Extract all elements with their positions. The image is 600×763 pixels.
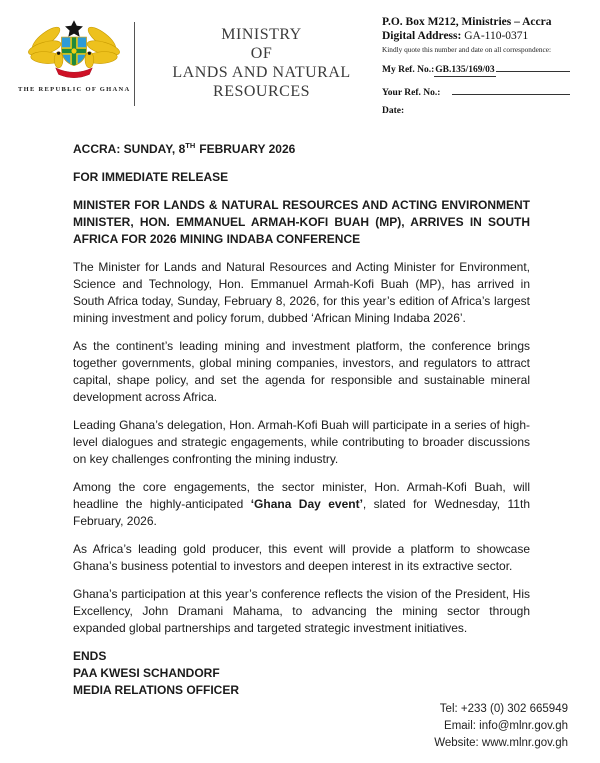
paragraph-4-text: Among the core engagements, the sector minister, Hon. Armah-Kofi Buah, will headline the highly-anticipated (73, 480, 530, 511)
digital-address-value: GA-110-0371 (461, 30, 529, 42)
dateline-suffix: FEBRUARY 2026 (199, 142, 296, 156)
press-release-body (0, 116, 600, 699)
my-ref-label: My Ref. No.: (382, 65, 435, 75)
crest-block (18, 14, 130, 116)
ghana-coat-of-arms-icon (25, 18, 123, 84)
paragraph-3: Leading Ghana’s delegation, Hon. Armah-Kofi Buah will participate in a series of high-level dialogues and strategic engagements, while contributing to broader discussions on key challenges confronting the mining industry. (73, 418, 530, 466)
signature-block (73, 648, 530, 699)
date-row (382, 106, 570, 116)
ministry-title-line: LANDS AND NATURAL (172, 64, 351, 81)
my-ref-row (382, 62, 570, 77)
dateline-ordinal: TH (185, 141, 196, 150)
author-title: MEDIA RELATIONS OFFICER (73, 683, 239, 697)
paragraph-6: Ghana’s participation at this year’s conference reflects the vision of the President, His Excellency, John Dramani Mahama, to advancing the mining sector through expanded global partnerships and targeted strategic investment initiatives. (73, 587, 530, 635)
your-ref-row (382, 85, 570, 98)
ministry-title-line: MINISTRY (221, 26, 302, 43)
my-ref-value: GB.135/169/03 (435, 65, 495, 75)
ghana-day-event-highlight: ‘Ghana Day event’ (250, 497, 363, 511)
letterhead (0, 0, 600, 116)
crest-caption: THE REPUBLIC OF GHANA (18, 86, 131, 93)
ministry-title (141, 14, 382, 116)
contact-email: Email: info@mlnr.gov.gh (444, 720, 568, 732)
paragraph-4-text-after: , slated for Wednesday, 11th February, 2026. (73, 497, 530, 528)
po-box-line: P.O. Box M212, Ministries – Accra (382, 16, 552, 28)
paragraph-2: As the continent’s leading mining and investment platform, the conference brings together governments, global mining companies, investors, and regulators to attract capital, shape policy, and set the agenda for responsible and sustainable mineral development across Africa. (73, 339, 530, 404)
paragraph-4 (73, 479, 530, 530)
ministry-title-line: OF (250, 45, 273, 62)
date-label: Date: (382, 106, 405, 116)
your-ref-line (452, 85, 570, 95)
author-name: PAA KWESI SCHANDORF (73, 666, 220, 680)
contact-tel: Tel: +233 (0) 302 665949 (439, 703, 568, 715)
contact-website: Website: www.mlnr.gov.gh (434, 737, 568, 749)
paragraph-1: The Minister for Lands and Natural Resources and Acting Minister for Environment, Science and Technology, Hon. Emmanuel Armah-Kofi Buah (MP), has arrived in South Africa today, Sunday, February 8, 2026, for this year’s edition of Africa’s largest mining investment and policy forum, dubbed ‘African Mining Indaba 2026’. (73, 260, 530, 325)
ends-marker: ENDS (73, 649, 107, 663)
letterhead-divider (134, 22, 135, 106)
paragraph-5: As Africa’s leading gold producer, this event will provide a platform to showcase Ghana’s business potential to investors and deepen interest in its extractive sector. (73, 542, 530, 573)
your-ref-label: Your Ref. No.: (382, 88, 441, 98)
headline: MINISTER FOR LANDS & NATURAL RESOURCES AND ACTING ENVIRONMENT MINISTER, HON. EMMANUEL ARMAH-KOFI BUAH (MP), ARRIVES IN SOUTH AFRICA FOR 2026 MINING INDABA CONFERENCE (73, 198, 530, 246)
digital-address-label: Digital Address: (382, 30, 462, 42)
release-status: FOR IMMEDIATE RELEASE (73, 170, 229, 184)
quote-note: Kindly quote this number and date on all correspondence: (382, 45, 551, 54)
my-ref-line (496, 62, 570, 72)
ministry-title-line: RESOURCES (213, 83, 310, 100)
digital-address-line (382, 30, 570, 42)
dateline (73, 137, 530, 158)
dateline-prefix: ACCRA: SUNDAY, 8 (73, 142, 186, 156)
reference-block (382, 14, 570, 116)
contact-block (434, 701, 568, 752)
